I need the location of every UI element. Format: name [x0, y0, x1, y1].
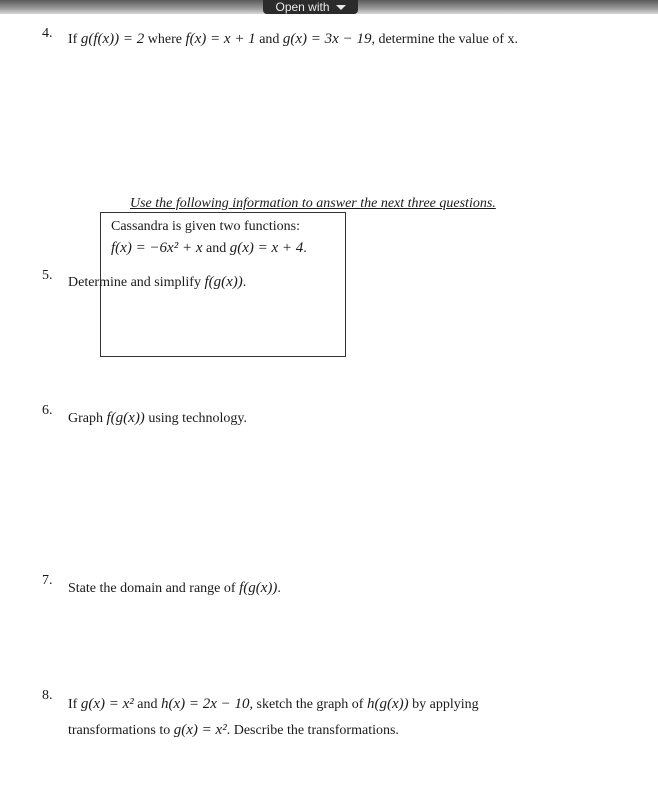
q8-mid: , sketch the graph of: [249, 697, 364, 712]
open-with-button[interactable]: [263, 0, 358, 14]
q8-and: and: [137, 697, 158, 712]
question-8-number: 8.: [42, 688, 53, 703]
q4-tail: , determine the value of x.: [371, 32, 519, 47]
q8-line2-post: . Describe the transformations.: [226, 723, 399, 738]
info-g-def: g(x) = x + 4: [229, 240, 304, 256]
info-period: .: [303, 241, 307, 256]
q8-expr2: h(x) = 2x − 10: [160, 696, 250, 712]
info-heading: Use the following information to answer the next three questions.: [130, 196, 496, 211]
info-functions: [111, 240, 307, 257]
q4-and: and: [259, 32, 280, 47]
question-4-number: 4.: [42, 26, 53, 41]
q4-expr3: g(x) = 3x − 19: [282, 31, 372, 47]
q7-expr: f(g(x)): [239, 580, 278, 596]
question-8-line-2: [68, 722, 399, 739]
question-7-number: 7.: [42, 573, 53, 588]
q8-expr3: h(g(x)): [366, 696, 409, 712]
question-5-text: [68, 274, 246, 291]
q8-expr1: g(x) = x²: [80, 696, 134, 712]
q7-text: State the domain and range of: [68, 581, 236, 596]
question-6-text: [68, 410, 247, 427]
q4-expr1: g(f(x)) = 2: [80, 31, 145, 47]
question-4-text: [68, 31, 518, 48]
question-8-line-1: [68, 696, 479, 713]
q5-period: .: [242, 275, 247, 290]
q5-expr: f(g(x)): [204, 274, 243, 290]
question-5-number: 5.: [42, 268, 53, 283]
q8-tail: by applying: [412, 697, 479, 712]
question-7-text: [68, 580, 281, 597]
q6-pre: Graph: [68, 411, 103, 426]
q5-text: Determine and simplify: [68, 275, 201, 290]
chevron-down-icon: [336, 5, 346, 10]
info-line-1: Cassandra is given two functions:: [111, 219, 300, 234]
info-and: and: [206, 241, 227, 256]
q6-post: using technology.: [148, 411, 247, 426]
question-6-number: 6.: [42, 403, 53, 418]
q8-line2-pre: transformations to: [68, 723, 171, 738]
q8-if: If: [68, 697, 78, 712]
open-with-label: Open with: [275, 0, 330, 14]
q7-period: .: [277, 581, 281, 596]
q4-where: where: [147, 32, 182, 47]
q4-if: If: [68, 32, 78, 47]
info-f-def: f(x) = −6x² + x: [111, 240, 203, 256]
q4-expr2: f(x) = x + 1: [185, 31, 256, 47]
q6-expr: f(g(x)): [106, 410, 145, 426]
q8-expr4: g(x) = x²: [173, 722, 227, 738]
